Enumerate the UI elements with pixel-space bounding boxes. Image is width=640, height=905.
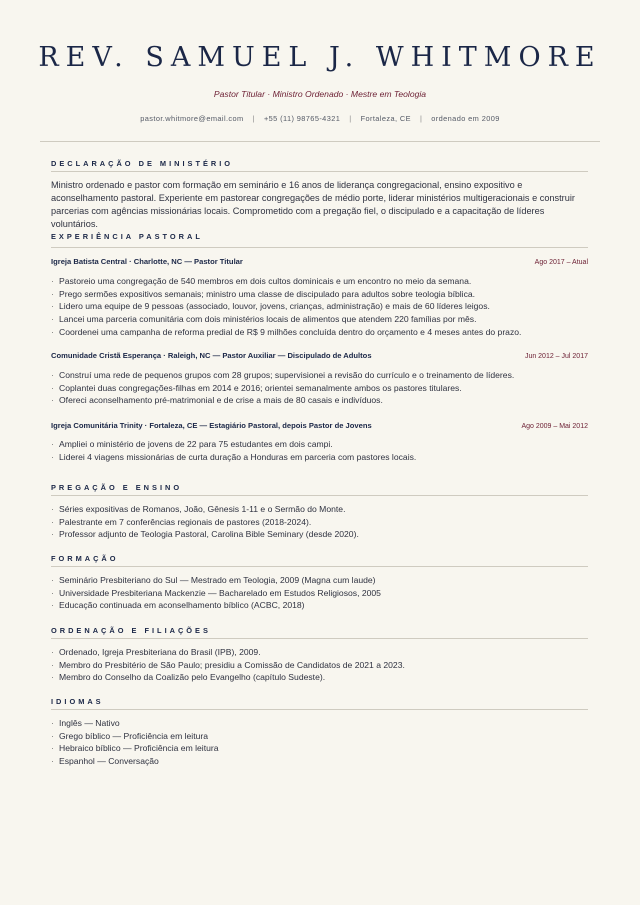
section-divider bbox=[51, 638, 588, 639]
job-bullets bbox=[51, 438, 591, 463]
contact-separator: | bbox=[419, 114, 423, 123]
section-divider bbox=[51, 171, 588, 172]
ordination-list bbox=[51, 646, 591, 684]
bullet-mark: · bbox=[51, 288, 54, 299]
list-item: · Professor adjunto de Teologia Pastoral, Carolina Bible Seminary (desde 2020). bbox=[51, 529, 359, 540]
job-date: Ago 2009 – Mai 2012 bbox=[521, 423, 588, 430]
languages-list bbox=[51, 717, 591, 768]
list-item: · Ofereci aconselhamento pré-matrimonial e de crise a mais de 80 casais e indivíduos. bbox=[51, 395, 383, 406]
list-item: · Prego sermões expositivos semanais; ministro uma classe de discipulado para adultos sobre teologia bíblica. bbox=[51, 288, 476, 299]
section-divider bbox=[51, 495, 588, 496]
list-item: · Ordenado, Igreja Presbiteriana do Brasil (IPB), 2009. bbox=[51, 647, 261, 657]
list-item: · Inglês — Nativo bbox=[51, 718, 120, 728]
education-list bbox=[51, 574, 591, 612]
list-item: · Universidade Presbiteriana Mackenzie — Bacharelado em Estudos Religiosos, 2005 bbox=[51, 587, 381, 598]
bullet-mark: · bbox=[51, 756, 54, 767]
job-header bbox=[51, 257, 588, 266]
bullet-mark: · bbox=[51, 439, 54, 449]
bullet-mark: · bbox=[51, 382, 54, 393]
section-divider bbox=[51, 247, 588, 248]
contact-separator: | bbox=[349, 114, 352, 123]
section-title-summary: DECLARAÇÃO DE MINISTÉRIO bbox=[51, 159, 234, 168]
list-item: · Coordenei uma campanha de reforma predial de R$ 9 milhões concluída dentro do orçamento e 4 meses antes do prazo. bbox=[51, 326, 522, 337]
contact-location: Fortaleza, CE bbox=[360, 114, 411, 123]
bullet-mark: · bbox=[51, 504, 54, 514]
contact-line bbox=[0, 114, 640, 123]
bullet-mark: · bbox=[51, 395, 54, 406]
bullet-mark: · bbox=[51, 516, 54, 527]
bullet-mark: · bbox=[51, 718, 54, 728]
bullet-mark: · bbox=[51, 600, 54, 611]
bullet-mark: · bbox=[51, 276, 54, 286]
summary-text: Ministro ordenado e pastor com formação em seminário e 16 anos de liderança congregacional, ensino expositivo e aconselhamento pastoral. Experiente em pastorear congregações de médio porte, liderar ministérios multigeracionais e construir parcerias com agências missionárias locais. Comprometido com a pregação fiel, o discipulado e a capacitação de líderes voluntários. bbox=[51, 180, 575, 229]
list-item: · Membro do Presbitério de São Paulo; presidiu a Comissão de Candidatos de 2021 a 2023. bbox=[51, 659, 405, 670]
preaching-list bbox=[51, 503, 591, 541]
list-item: · Pastoreio uma congregação de 540 membros em dois cultos dominicais e um encontro no meio da semana. bbox=[51, 276, 472, 286]
contact-ordination: ordenado em 2009 bbox=[431, 114, 500, 123]
list-item: · Seminário Presbiteriano do Sul — Mestrado em Teologia, 2009 (Magna cum laude) bbox=[51, 575, 376, 585]
section-title-experience: EXPERIÊNCIA PASTORAL bbox=[51, 232, 203, 241]
job-bullets bbox=[51, 369, 591, 407]
bullet-mark: · bbox=[51, 672, 54, 683]
bullet-mark: · bbox=[51, 730, 54, 741]
list-item: · Palestrante em 7 conferências regionais de pastores (2018-2024). bbox=[51, 516, 312, 527]
list-item: · Hebraico bíblico — Proficiência em leitura bbox=[51, 743, 219, 754]
list-item: · Educação continuada em aconselhamento bíblico (ACBC, 2018) bbox=[51, 600, 305, 611]
list-item: · Grego bíblico — Proficiência em leitura bbox=[51, 730, 209, 741]
job-header bbox=[51, 421, 588, 430]
candidate-subtitle: Pastor Titular · Ministro Ordenado · Mestre em Teologia bbox=[213, 89, 427, 99]
list-item: · Lidero uma equipe de 9 pessoas (associado, louvor, jovens, crianças, administração) e mais de 60 líderes leigos. bbox=[51, 301, 490, 312]
job-date: Jun 2012 – Jul 2017 bbox=[524, 353, 588, 360]
list-item: · Liderei 4 viagens missionárias de curta duração a Honduras em parceria com pastores locais. bbox=[51, 451, 417, 462]
bullet-mark: · bbox=[51, 529, 54, 540]
bullet-mark: · bbox=[51, 647, 54, 657]
bullet-mark: · bbox=[51, 326, 54, 337]
section-title-education: FORMAÇÃO bbox=[51, 554, 119, 563]
job-title: Igreja Batista Central · Charlotte, NC — Pastor Titular bbox=[51, 257, 243, 266]
job-title: Igreja Comunitária Trinity · Fortaleza, CE — Estagiário Pastoral, depois Pastor de Jovens bbox=[51, 421, 372, 430]
list-item: · Lancei uma parceria comunitária com dois ministérios locais de alimentos que atendem 220 famílias por mês. bbox=[51, 314, 477, 325]
list-item: · Séries expositivas de Romanos, João, Gênesis 1-11 e o Sermão do Monte. bbox=[51, 504, 346, 514]
section-title-preaching: PREGAÇÃO E ENSINO bbox=[51, 483, 183, 492]
job-title: Comunidade Cristã Esperança · Raleigh, NC — Pastor Auxiliar — Discipulado de Adultos bbox=[51, 351, 372, 360]
section-title-ordination: ORDENAÇÃO E FILIAÇÕES bbox=[51, 626, 211, 635]
contact-separator: | bbox=[252, 114, 255, 123]
bullet-mark: · bbox=[51, 743, 54, 754]
job-bullets bbox=[51, 275, 591, 338]
list-item: · Coplantei duas congregações-filhas em 2014 e 2016; orientei semanalmente ambos os pastores titulares. bbox=[51, 382, 462, 393]
bullet-mark: · bbox=[51, 370, 54, 380]
contact-email[interactable]: pastor.whitmore@email.com bbox=[140, 114, 244, 123]
bullet-mark: · bbox=[51, 587, 54, 598]
list-item: · Espanhol — Conversação bbox=[51, 756, 159, 767]
section-title-languages: IDIOMAS bbox=[51, 697, 104, 706]
section-divider bbox=[51, 709, 588, 710]
bullet-mark: · bbox=[51, 575, 54, 585]
section-divider bbox=[51, 566, 588, 567]
header-divider bbox=[40, 141, 600, 142]
job-date: Ago 2017 – Atual bbox=[534, 259, 588, 266]
job-header bbox=[51, 351, 588, 360]
candidate-name: REV. SAMUEL J. WHITMORE bbox=[38, 42, 602, 73]
bullet-mark: · bbox=[51, 659, 54, 670]
contact-phone[interactable]: +55 (11) 98765-4321 bbox=[263, 114, 341, 123]
bullet-mark: · bbox=[51, 301, 54, 312]
bullet-mark: · bbox=[51, 314, 54, 325]
list-item: · Membro do Conselho da Coalizão pelo Evangelho (capítulo Sudeste). bbox=[51, 672, 326, 683]
list-item: · Ampliei o ministério de jovens de 22 para 75 estudantes em dois campi. bbox=[51, 439, 333, 449]
bullet-mark: · bbox=[51, 451, 54, 462]
list-item: · Construí uma rede de pequenos grupos com 28 grupos; supervisionei a revisão do currículo e o treinamento de líderes. bbox=[51, 370, 515, 380]
